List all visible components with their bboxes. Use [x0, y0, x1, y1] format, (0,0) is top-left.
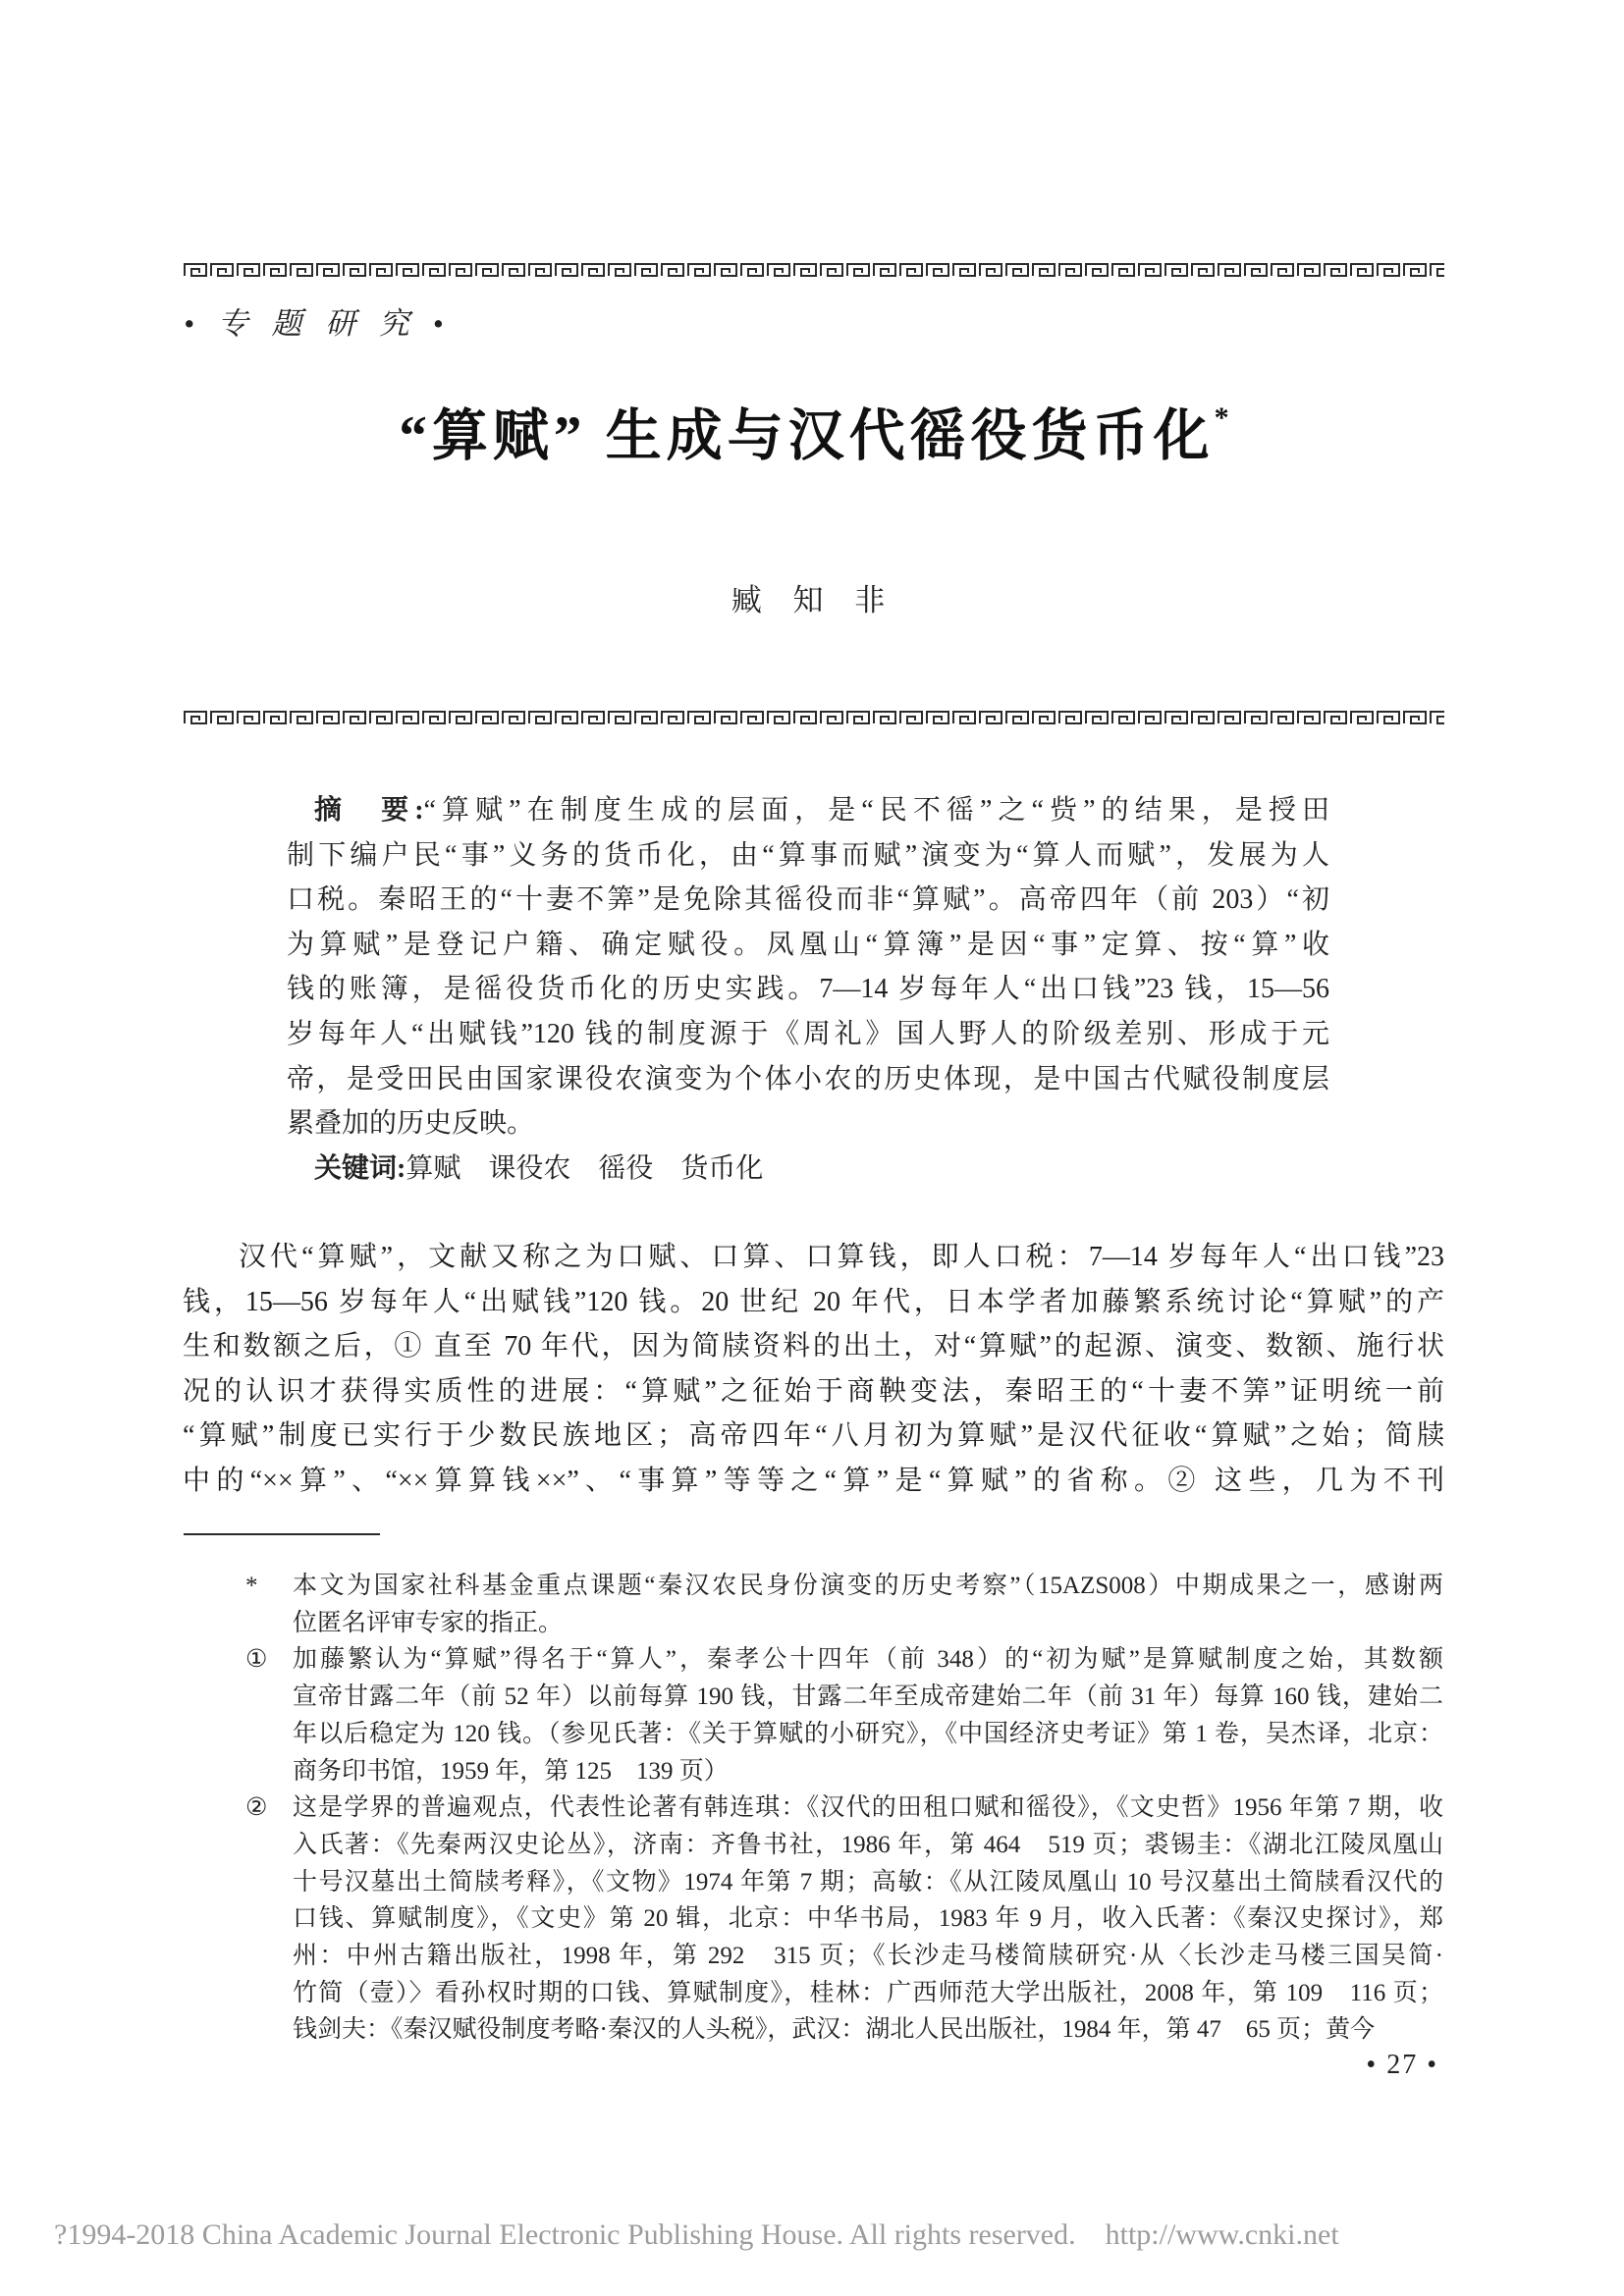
abstract-label: 摘 要: — [314, 795, 424, 826]
title-footnote-marker: * — [1214, 401, 1229, 434]
footnote-line: 入氏著：《先秦两汉史论丛》，济南：齐鲁书社，1986 年，第 464 519 页；裘锡圭：《湖北江陵凤凰山 — [293, 1831, 1443, 1858]
body-line: 中的“××算”、“××算算钱××”、“事算”等等之“算”是“算赋”的省称。② 这些，几为不刊 — [183, 1465, 1444, 1496]
greek-key-pattern — [183, 261, 1444, 279]
keywords-label: 关键词: — [314, 1152, 406, 1184]
abstract-line: 钱的账簿，是徭役货币化的历史实践。7—14 岁每年人“出口钱”23 钱，15—56 — [287, 974, 1329, 1005]
footnote-star — [245, 1568, 1443, 1641]
abstract-line: 为算赋”是登记户籍、确定赋役。凤凰山“算簿”是因“事”定算、按“算”收 — [287, 929, 1329, 960]
footnote-line: 口钱、算赋制度》，《文史》第 20 辑，北京：中华书局，1983 年 9 月，收入氏著：《秦汉史探讨》，郑 — [293, 1905, 1443, 1933]
footnote-line: 州：中州古籍出版社，1998 年，第 292 315 页；《长沙走马楼简牍研究·从〈长沙走马楼三国吴简· — [293, 1943, 1443, 1970]
body-line: 钱，15—56 岁每年人“出赋钱”120 钱。20 世纪 20 年代，日本学者加藤繁系统讨论“算赋”的产 — [183, 1286, 1444, 1317]
footnote-line: 钱剑夫：《秦汉赋役制度考略·秦汉的人头税》，武汉：湖北人民出版社，1984 年，第 47 65 页；黄今 — [293, 2016, 1376, 2044]
footnote-2 — [245, 1789, 1443, 2049]
body-line: 况的认识才获得实质性的进展：“算赋”之征始于商鞅变法，秦昭王的“十妻不筭”证明统一前 — [183, 1375, 1444, 1407]
paper-title-text: “算赋” 生成与汉代徭役货币化 — [399, 405, 1215, 467]
abstract-line: 岁每年人“出赋钱”120 钱的制度源于《周礼》国人野人的阶级差别、形成于元 — [287, 1018, 1329, 1049]
keywords-row — [287, 1147, 1329, 1192]
footnote-line: 十号汉墓出土简牍考释》，《文物》1974 年第 7 期；高敏：《从江陵凤凰山 10 号汉墓出土简牍看汉代的 — [293, 1868, 1443, 1896]
author-name: 臧 知 非 — [731, 583, 897, 617]
abstract-line: 口税。秦昭王的“十妻不筭”是免除其徭役而非“算赋”。高帝四年（前 203）“初 — [287, 884, 1329, 916]
footnote-1 — [245, 1641, 1443, 1789]
footnote-marker: * — [245, 1573, 258, 1599]
footnote-line: 这是学界的普遍观点，代表性论著有韩连琪：《汉代的田租口赋和徭役》，《文史哲》1956 年第 7 期，收 — [293, 1794, 1443, 1822]
publisher-footer: ?1994-2018 China Academic Journal Electronic Publishing House. All rights reserved. http://www.cnki.net — [54, 2218, 1339, 2251]
abstract-line: 帝，是受田民由国家课役农演变为个体小农的历史体现，是中国古代赋役制度层 — [287, 1063, 1329, 1095]
footnote-text — [293, 1789, 1443, 2049]
footnote-divider — [184, 1533, 380, 1535]
footnote-line: 竹简（壹）〉看孙权时期的口钱、算赋制度》，桂林：广西师范大学出版社，2008 年，第 109 116 页； — [293, 1979, 1443, 2006]
body-line: “算赋”制度已实行于少数民族地区；高帝四年“八月初为算赋”是汉代征收“算赋”之始；简牍 — [183, 1420, 1444, 1451]
footnote-text — [293, 1568, 1443, 1641]
greek-key-border-bottom — [183, 709, 1444, 726]
greek-key-border-top — [183, 261, 1444, 279]
abstract-line: 累叠加的历史反映。 — [287, 1108, 535, 1140]
footnotes-block — [245, 1568, 1443, 2049]
footnote-line: 本文为国家社科基金重点课题“秦汉农民身份演变的历史考察”（15AZS008）中期成果之一，感谢两 — [293, 1573, 1443, 1599]
keywords-text: 算赋 课役农 徭役 货币化 — [406, 1152, 764, 1184]
body-line: 生和数额之后，① 直至 70 年代，因为简牍资料的出土，对“算赋”的起源、演变、数额、施行状 — [183, 1331, 1444, 1362]
footnote-line: 商务印书馆，1959 年，第 125 139 页） — [293, 1757, 729, 1785]
paper-title — [184, 391, 1444, 471]
abstract-line — [287, 788, 1329, 833]
footnote-line: 加藤繁认为“算赋”得名于“算人”，秦孝公十四年（前 348）的“初为赋”是算赋制度之始，其数额 — [293, 1646, 1443, 1674]
footnote-text — [293, 1641, 1443, 1789]
footnote-line: 年以后稳定为 120 钱。（参见氏著：《关于算赋的小研究》，《中国经济史考证》第 1 卷，吴杰译，北京： — [293, 1720, 1443, 1747]
greek-key-pattern — [183, 709, 1444, 726]
abstract-block — [287, 788, 1329, 1191]
section-label: • 专 题 研 究 • — [184, 306, 452, 341]
body-paragraph — [183, 1235, 1444, 1503]
footnote-line: 位匿名评审专家的指正。 — [293, 1609, 564, 1636]
footnote-marker: ① — [245, 1646, 268, 1674]
footnote-marker: ② — [245, 1794, 268, 1822]
abstract-line: 制下编户民“事”义务的货币化，由“算事而赋”演变为“算人而赋”，发展为人 — [287, 839, 1329, 871]
body-line: 汉代“算赋”，文献又称之为口赋、口算、口算钱，即人口税：7—14 岁每年人“出口钱”23 — [239, 1242, 1444, 1272]
footnote-line: 宣帝甘露二年（前 52 年）以前每算 190 钱，甘露二年至成帝建始二年（前 31 年）每算 160 钱，建始二 — [293, 1683, 1443, 1711]
abstract-line-text: “算赋”在制度生成的层面，是“民不徭”之“赀”的结果，是授田 — [423, 795, 1329, 826]
page-number: • 27 • — [1366, 2050, 1438, 2080]
